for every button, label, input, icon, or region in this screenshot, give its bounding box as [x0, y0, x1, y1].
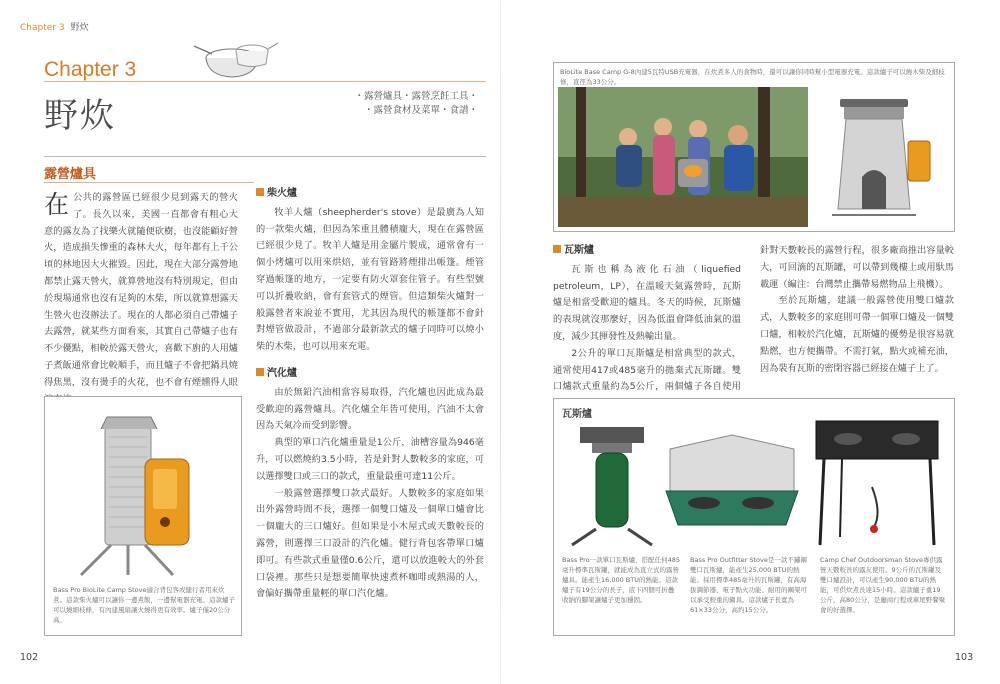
- propane-column-2: [760, 243, 954, 377]
- subtopic-line: ・露營食材及菜單・食譜・: [363, 105, 478, 116]
- wood-stove-heading-text: 柴火爐: [267, 188, 297, 199]
- stove-caption: Bass Pro Outfitter Stove是一款不鏽鋼雙口瓦斯爐，能產生25,000 BTU的熱能。採用標準485毫升的瓦斯罐，有高海拔調節器、電子點火功能、耐用的鋼架可以承受較重的鍋具。這款爐子長寬為61×33公分，高約15公分。: [690, 556, 807, 614]
- page-number-left: 102: [20, 652, 39, 663]
- propane-paragraph: 至於瓦斯爐，建議一般露營使用雙口爐款式，人數較多的家庭則可帶一個單口爐及一個雙口爐，相較於汽化爐，瓦斯爐的優勢是很容易就點燃，也方便攜帶。不需打氣，點火或補充油，因為裝有瓦斯的密閉容器已經接在爐子上了。: [760, 295, 954, 374]
- chapter-title: 野炊: [44, 96, 116, 136]
- propane-paragraph: 2公升的單口瓦斯爐是相當典型的款式，通常使用417或485毫升的拋棄式瓦斯罐。雙口爐款式重量約為5公斤，兩個爐子各自使用: [553, 347, 741, 393]
- intro-column: [44, 190, 238, 408]
- cookware-illustration: [190, 36, 280, 84]
- running-head-title: 野炊: [70, 23, 89, 33]
- page-number-right: 103: [955, 652, 974, 663]
- wood-stove-text: 牧羊人爐（sheepherder's stove）是最廣為人知的一款柴火爐，但因為笨重且體積龐大，現在在露營區已經很少見了。牧羊人爐是用金屬片製成，通常會有一個小烤爐可以用來烘焙，並有管路將煙排出帳篷。煙管穿過帳篷的地方，一定要有防火罩套住管子。有些型號可以折疊收納，會有套管式的煙管。但這類柴火爐對一般露營者來說並不實用，尤其因為現代的帳篷都不會針對煙管做設計，不過部分最新款式的爐子同時可以燒小柴的木柴，也可以用來充電。: [256, 206, 484, 353]
- biolite-stove-box: [44, 396, 242, 636]
- divider: [44, 182, 254, 183]
- intro-text: 公共的露營區已經很少見到露天的營火了。長久以來，美國一直都會有粗心大意的露友為了找樂火就隨便砍樹，也沒能顧好營火，造成損失慘重的森林大火，每年都有上千公頃的林地因大火摧毀。因此，現在大部分露營地都禁止露天營火，就算營地沒有特別規定，但由於現場通常也沒有足夠的木柴，所以就算想露天生營火也沒辦法了。現在的人都必須自己帶爐子去露營，就某些方面看來，其實自己帶爐子也有不少優點，相較於露天營火，喜歡下廚的人用爐子煮飯通常會比較順手，而且爐子不會把鍋具燒得焦黑，沒有燙手的火花，也不會有煙燻得人眼: [44, 192, 238, 388]
- biolite-stove-image: [73, 407, 213, 577]
- stove-caption: Bass Pro一款單口瓦斯爐，搭配任何485毫升標準瓦斯罐，就能成為直立式的露營爐具。能產生16,000 BTU的熱能。這款爐子有19公分的長子，底下四個可折疊收納的腳架讓爐子更加穩固。: [562, 556, 680, 604]
- bullet-square: [553, 245, 561, 253]
- subtopic-list: [318, 90, 478, 118]
- gas-stove-paragraph: 典型的單口汽化爐重量是1公斤，油槽容量為946毫升，可以燃燒約3.5小時，若是針對人數較多的家庭，可以選擇雙口或三口的款式，重量最重可達11公斤。: [256, 437, 484, 482]
- wood-stove-heading: [256, 186, 484, 203]
- single-burner-stove-image: [564, 425, 660, 551]
- gas-stove-paragraph: 由於無鉛汽油相當容易取得，汽化爐也因此成為最受歡迎的露營爐具。汽化爐全年皆可使用，汽油不太會因為天氣冷而受到影響。: [256, 386, 484, 432]
- family-campfire-photo: [558, 87, 808, 227]
- subtopic-line: ・露營爐具・露營烹飪工具・: [354, 91, 478, 102]
- camp-chef-stove-image: [812, 417, 942, 549]
- page-fold: [500, 0, 501, 684]
- stoves-box-title: 瓦斯爐: [562, 409, 592, 420]
- gas-stove-heading: [256, 366, 484, 383]
- biolite-caption: Bass Pro BioLite Camp Stove適合背包客或健行者用來炊煮。這款柴火爐可以讓你一邊煮飯，一邊幫電器充電。這款爐子可以燒細枝條，有內建風扇讓火燒得更有效率。爐子僅20公分高。: [53, 586, 235, 624]
- divider: [44, 81, 486, 82]
- gas-stove-paragraph: 一般露營選擇雙口款式最好。人數較多的家庭如果出外露營時間不長，選擇一個雙口爐及一個單口爐會比一個龐大的三口爐好。但如果是小木屋式或天數較長的露營，則選擇三口設計的汽化爐。健行背包客帶單口爐即可。有些款式重量僅0.6公斤，還可以放進較大的外套口袋裡。那些只是想要簡單快速煮杯咖啡或熱湯的人，會偏好攜帶重量輕的單口汽化爐。: [256, 487, 484, 600]
- propane-column: [553, 243, 741, 413]
- stove-column: [256, 186, 484, 603]
- propane-paragraph: 瓦斯也稱為液化石油（liquefied petroleum，LP），在溫暖天氣露營時，瓦斯爐是相當受歡迎的爐具。冬天的時候，瓦斯爐的表現就沒那麼好，因為低溫會降低油氣的溫度，減少其揮發性及熱輸出量。: [553, 263, 741, 342]
- bullet-square: [256, 368, 264, 376]
- propane-paragraph: 針對天數較長的露營行程，很多廠商推出容量較大，可回滴的瓦斯罐，可以帶到幾樓上或用馱馬載運（編注：台灣禁止攜帶易燃物品上飛機）。: [760, 245, 954, 290]
- stove-caption: Camp Chef Outdoorsman Stove專供露營天數較長的露友使用。9公斤的瓦斯罐及雙口爐設計，可以產生90,000 BTU的熱能，可供炊煮長達15小時。這款爐子重19公斤，高80公分，是廳商行程或車尾野餐聚會的好選擇。: [820, 556, 946, 614]
- drop-cap: 在: [44, 190, 70, 219]
- bullet-square: [256, 188, 264, 196]
- divider: [44, 156, 486, 157]
- propane-heading: [553, 243, 741, 260]
- basecamp-stove-image: [822, 89, 942, 227]
- camp-photo-box: [553, 62, 955, 232]
- double-burner-stove-image: [662, 429, 802, 549]
- propane-stoves-box: [553, 398, 955, 636]
- propane-heading-text: 瓦斯爐: [564, 245, 594, 256]
- running-head-chapter: Chapter 3: [20, 23, 65, 33]
- chapter-label: Chapter 3: [44, 58, 137, 81]
- section-title: 露營爐具: [44, 167, 97, 182]
- gas-stove-heading-text: 汽化爐: [267, 367, 297, 379]
- photo-caption: BioLite Base Camp G-8內建5瓦特USB充電器，在炊煮多人的食物時，還可以讓你同時幫小型電器充電。這款爐子可以燒木柴及細枝條，直徑為33公分。: [560, 68, 945, 86]
- running-head: [20, 20, 89, 33]
